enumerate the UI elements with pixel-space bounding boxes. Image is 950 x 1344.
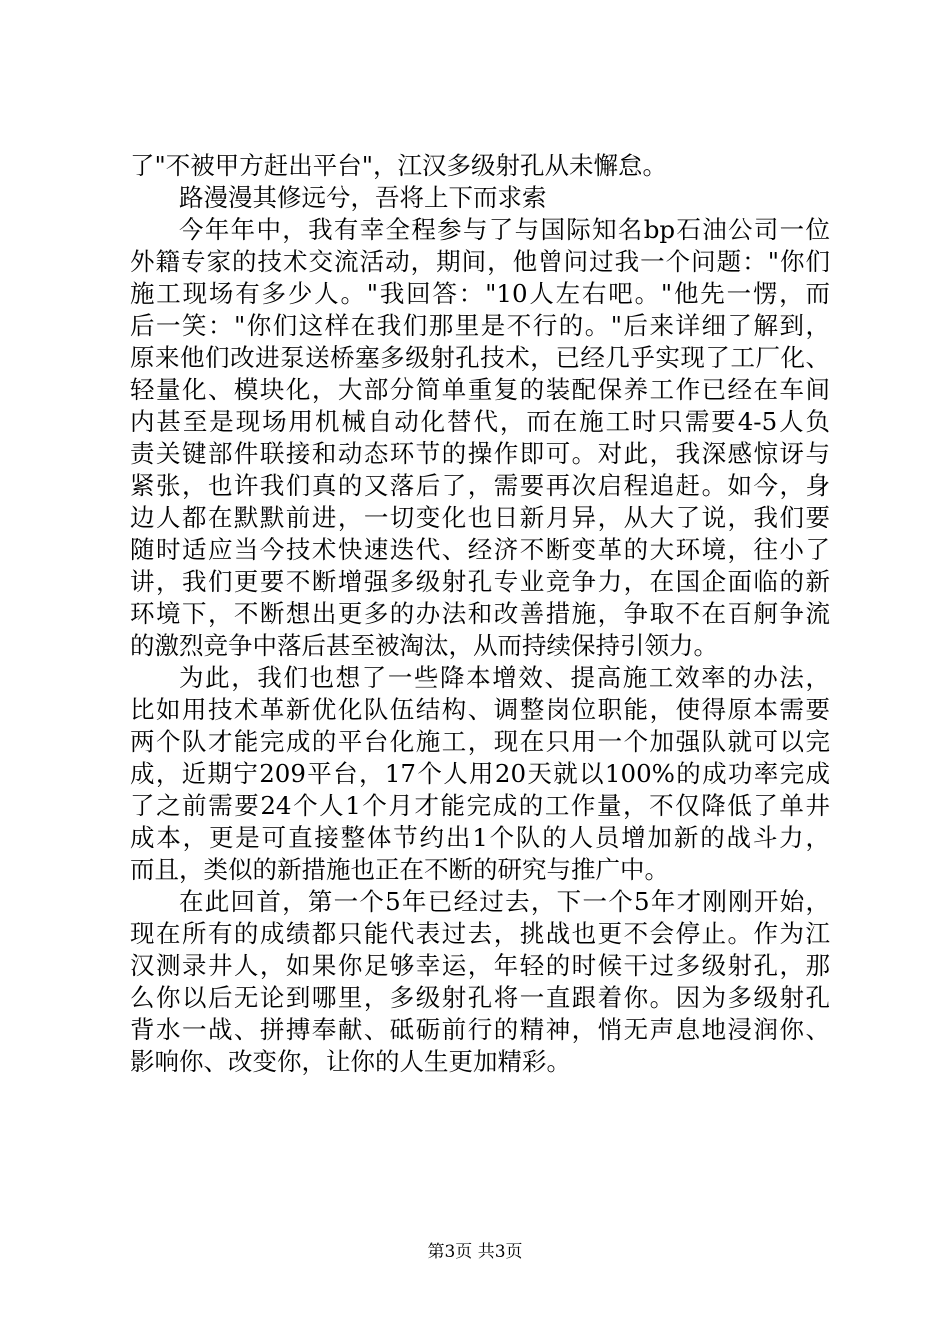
text-line: 随时适应当今技术快速迭代、经济不断变革的大环境，往小了	[130, 535, 830, 564]
text-line: 现在所有的成绩都只能代表过去，挑战也更不会停止。作为江	[130, 919, 830, 948]
text-line: 今年年中，我有幸全程参与了与国际知名bp石油公司一位	[179, 215, 830, 244]
text-line: 后一笑："你们这样在我们那里是不行的。"后来详细了解到，	[130, 311, 830, 340]
text-line: 紧张，也许我们真的又落后了，需要再次启程追赶。如今，身	[130, 471, 830, 500]
document-body	[130, 150, 830, 1078]
text-line: 的激烈竞争中落后甚至被淘汰，从而持续保持引领力。	[130, 631, 718, 660]
text-line: 讲，我们更要不断增强多级射孔专业竞争力，在国企面临的新	[130, 567, 830, 596]
text-line: 外籍专家的技术交流活动，期间，他曾问过我一个问题："你们	[130, 247, 830, 276]
text-line: 了"不被甲方赶出平台"，江汉多级射孔从未懈怠。	[130, 151, 668, 180]
text-line: 背水一战、拼搏奉献、砥砺前行的精神，悄无声息地浸润你、	[130, 1015, 830, 1044]
section-heading: 路漫漫其修远兮，吾将上下而求索	[179, 183, 547, 212]
text-line: 原来他们改进泵送桥塞多级射孔技术，已经几乎实现了工厂化、	[130, 343, 830, 372]
text-line: 在此回首，第一个5年已经过去，下一个5年才刚刚开始，	[179, 887, 830, 916]
text-line: 为此，我们也想了一些降本增效、提高施工效率的办法，	[179, 663, 830, 692]
page-number: 第3页 共3页	[427, 1242, 523, 1262]
text-line: 边人都在默默前进，一切变化也日新月异，从大了说，我们要	[130, 503, 830, 532]
text-line: 内甚至是现场用机械自动化替代，而在施工时只需要4-5人负	[130, 407, 830, 436]
text-line: 而且，类似的新措施也正在不断的研究与推广中。	[130, 855, 669, 884]
page-footer	[0, 1240, 950, 1264]
text-line: 施工现场有多少人。"我回答："10人左右吧。"他先一愣，而	[130, 279, 830, 308]
text-line: 成，近期宁209平台，17个人用20天就以100%的成功率完成	[130, 759, 830, 788]
text-line: 轻量化、模块化，大部分简单重复的装配保养工作已经在车间	[130, 375, 830, 404]
text-line: 么你以后无论到哪里，多级射孔将一直跟着你。因为多级射孔	[130, 983, 830, 1012]
text-line: 成本，更是可直接整体节约出1个队的人员增加新的战斗力，	[130, 823, 830, 852]
text-line: 两个队才能完成的平台化施工，现在只用一个加强队就可以完	[130, 727, 830, 756]
text-line: 比如用技术革新优化队伍结构、调整岗位职能，使得原本需要	[130, 695, 830, 724]
text-line: 责关键部件联接和动态环节的操作即可。对此，我深感惊讶与	[130, 439, 830, 468]
text-line: 环境下，不断想出更多的办法和改善措施，争取不在百舸争流	[130, 599, 830, 628]
text-line: 影响你、改变你，让你的人生更加精彩。	[130, 1047, 571, 1076]
text-line: 汉测录井人，如果你足够幸运，年轻的时候干过多级射孔，那	[130, 951, 830, 980]
text-line: 了之前需要24个人1个月才能完成的工作量，不仅降低了单井	[130, 791, 830, 820]
